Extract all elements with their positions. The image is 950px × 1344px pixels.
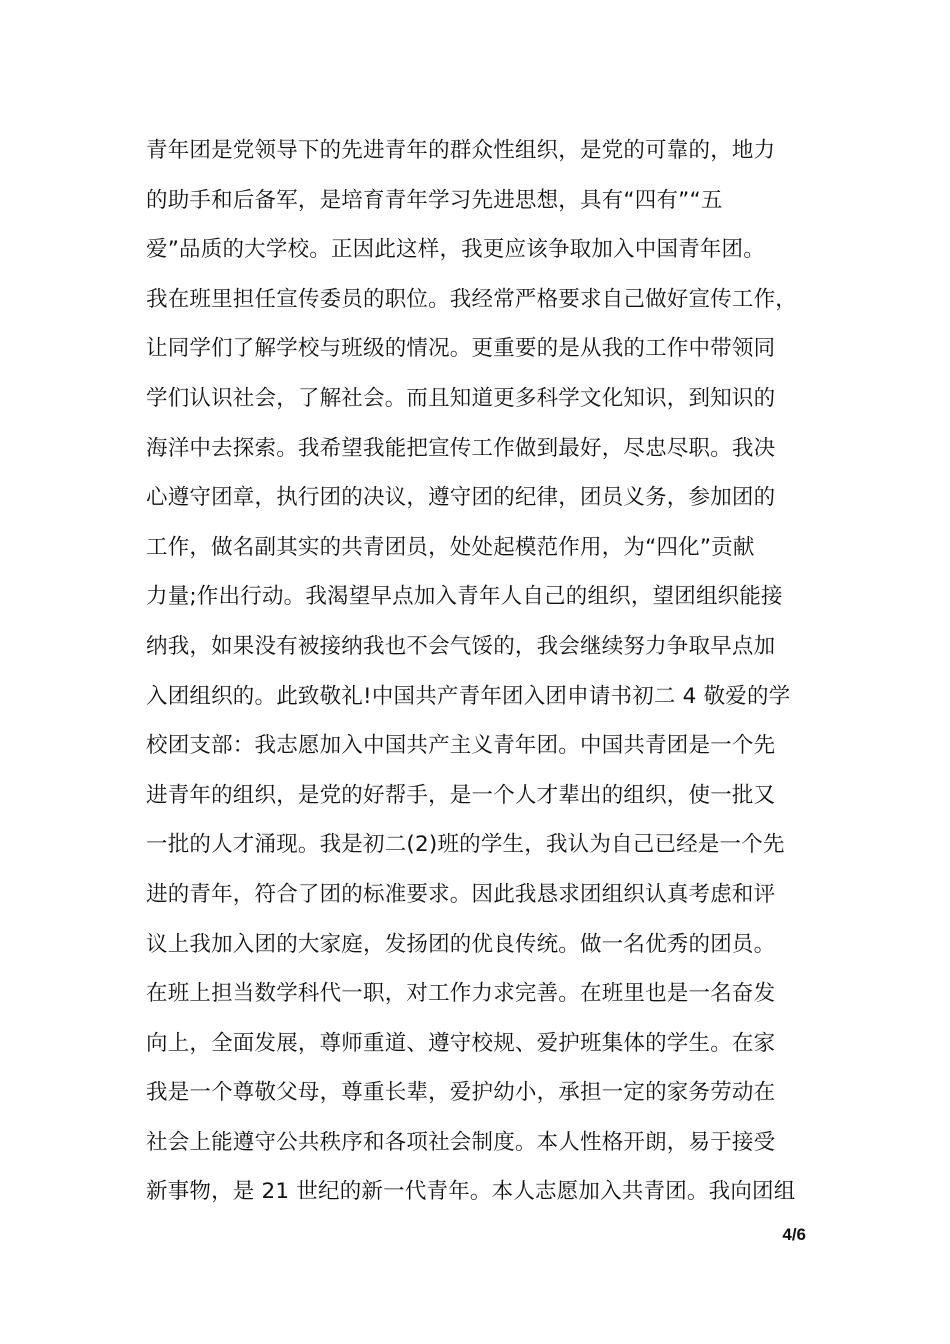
- text-line: 的助手和后备军，是培育青年学习先进思想，具有“四有”“五: [146, 187, 723, 213]
- text-line: 爱”品质的大学校。正因此这样，我更应该争取加入中国青年团。: [146, 237, 765, 263]
- text-line: 进青年的组织，是党的好帮手，是一个人才辈出的组织，使一批又: [146, 782, 776, 808]
- text-line: 我是一个尊敬父母，尊重长辈，爱护幼小，承担一定的家务劳动在: [146, 1080, 776, 1106]
- text-line: 进的青年，符合了团的标准要求。因此我恳求团组织认真考虑和评: [146, 881, 776, 907]
- body-text: [146, 126, 826, 1217]
- text-line: 工作，做名副其实的共青团员，处处起模范作用，为“四化”贡献: [146, 534, 755, 560]
- text-line: 新事物，是 21 世纪的新一代青年。本人志愿加入共青团。我向团组: [146, 1179, 796, 1205]
- text-line: 社会上能遵守公共秩序和各项社会制度。本人性格开朗，易于接受: [146, 1129, 776, 1155]
- text-line: 让同学们了解学校与班级的情况。更重要的是从我的工作中带领同: [146, 336, 776, 362]
- text-line: 向上，全面发展，尊师重道、遵守校规、爱护班集体的学生。在家: [146, 1030, 776, 1056]
- text-line: 力量;作出行动。我渴望早点加入青年人自己的组织，望团组织能接: [146, 584, 783, 610]
- text-line: 我在班里担任宣传委员的职位。我经常严格要求自己做好宣传工作，: [146, 286, 798, 312]
- text-line: 在班上担当数学科代一职，对工作力求完善。在班里也是一名奋发: [146, 981, 776, 1007]
- text-line: 学们认识社会，了解社会。而且知道更多科学文化知识，到知识的: [146, 385, 776, 411]
- text-line: 校团支部：我志愿加入中国共产主义青年团。中国共青团是一个先: [146, 733, 776, 759]
- text-line: 青年团是党领导下的先进青年的群众性组织，是党的可靠的，地力: [146, 138, 776, 163]
- text-line: 一批的人才涌现。我是初二(2)班的学生，我认为自己已经是一个先: [146, 832, 785, 858]
- text-line: 纳我，如果没有被接纳我也不会气馁的，我会继续努力争取早点加: [146, 633, 776, 659]
- text-line: 议上我加入团的大家庭，发扬团的优良传统。做一名优秀的团员。: [146, 931, 776, 957]
- text-line: 海洋中去探索。我希望我能把宣传工作做到最好，尽忠尽职。我决: [146, 435, 776, 461]
- text-line: 入团组织的。此致敬礼!中国共产青年团入团申请书初二 4 敬爱的学: [146, 683, 791, 709]
- text-line: 心遵守团章，执行团的决议，遵守团的纪律，团员义务，参加团的: [146, 485, 776, 511]
- page-number: 4/6: [782, 1225, 806, 1244]
